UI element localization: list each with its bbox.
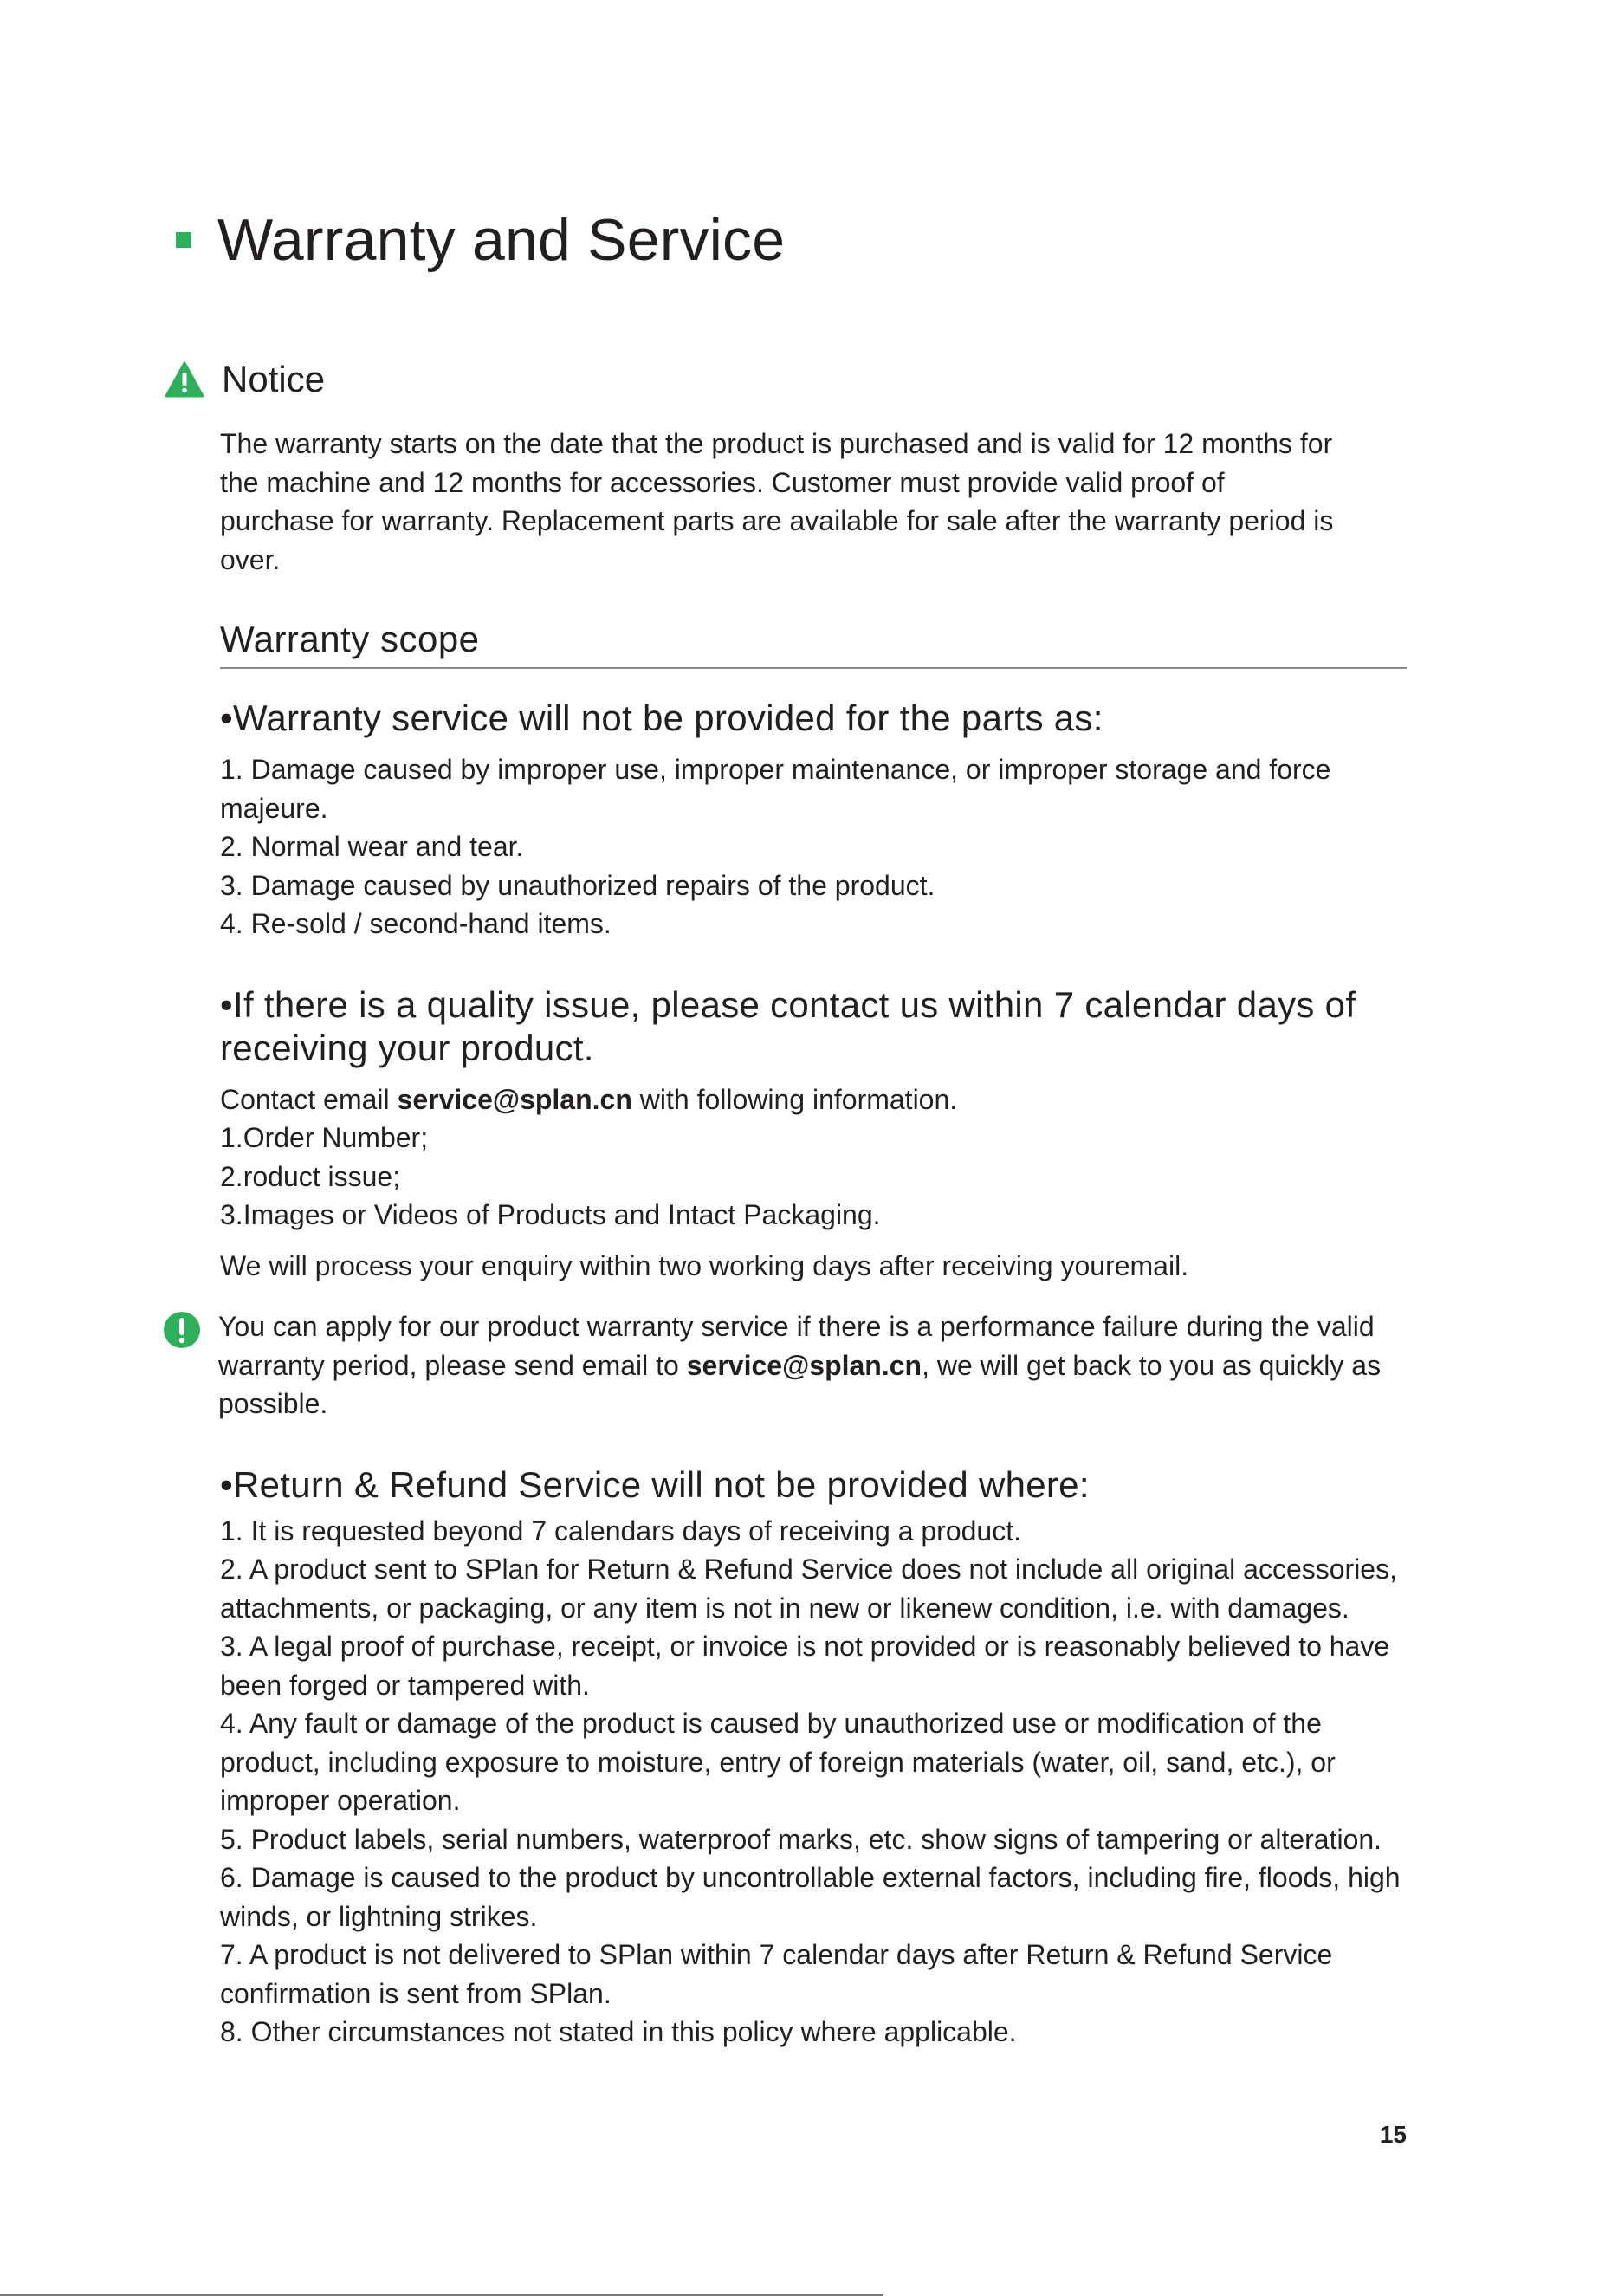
not-provided-heading: •Warranty service will not be provided for the parts as: — [220, 697, 1103, 738]
list-item: 1. Damage caused by improper use, improper maintenance, or improper storage and force majeure. — [220, 754, 1331, 824]
contact-prefix: Contact email — [220, 1083, 398, 1115]
page-title: Warranty and Service — [217, 207, 786, 273]
alert-suffix: , we will get back to you as quickly as possible. — [218, 1349, 1382, 1419]
list-item: 2. Normal wear and tear. — [220, 831, 524, 862]
list-item: 3. Damage caused by unauthorized repairs of the product. — [220, 869, 935, 901]
quality-issue-heading: •If there is a quality issue, please contact us within 7 calendar days of receiving your product. — [220, 983, 1356, 1068]
list-item: 1. It is requested beyond 7 calendars days of receiving a product. — [220, 1514, 1021, 1547]
contact-info-list — [220, 1119, 1407, 1235]
alert-prefix: You can apply for our product warranty service if there is a performance failure during the valid warranty period, please send email to — [218, 1311, 1375, 1381]
notice-row — [165, 359, 325, 400]
list-item: 4. Any fault or damage of the product is caused by unauthorized use or modification of the product, including exposure to moisture, entry of foreign materials (water, oil, sand, etc.), or improper operation. — [220, 1708, 1336, 1816]
list-item: 6. Damage is caused to the product by uncontrollable external factors, including fire, floods, high winds, or lightning strikes. — [220, 1862, 1401, 1932]
list-item: 4. Re-sold / second-hand items. — [220, 908, 612, 939]
notice-title: Notice — [222, 359, 326, 399]
list-item: 2.roduct issue; — [220, 1160, 401, 1192]
alert-text — [218, 1307, 1407, 1424]
list-item: 3.Images or Videos of Products and Intact Packaging. — [220, 1199, 881, 1230]
contact-email-link[interactable]: service@splan.cn — [397, 1083, 632, 1115]
exclamation-circle-icon — [163, 1311, 201, 1349]
contact-suffix: with following information. — [631, 1083, 958, 1115]
alert-email-link[interactable]: service@splan.cn — [686, 1349, 922, 1381]
warning-triangle-icon — [165, 361, 204, 398]
list-item: 3. A legal proof of purchase, receipt, or invoice is not provided or is reasonably believed to have been forged or tampered with. — [220, 1631, 1390, 1701]
page-number: 15 — [1379, 2121, 1407, 2148]
list-item: 8. Other circumstances not stated in this policy where applicable. — [220, 2016, 1017, 2047]
title-row — [176, 208, 785, 273]
contact-line — [220, 1080, 1407, 1119]
refund-list — [220, 1512, 1407, 2052]
list-item: 7. A product is not delivered to SPlan within 7 calendar days after Return & Refund Service confirmation is sent from SPlan. — [220, 1939, 1333, 2009]
not-provided-list — [220, 750, 1407, 944]
main-content — [220, 425, 1407, 2052]
process-note: We will process your enquiry within two working days after receiving youremail. — [220, 1249, 1189, 1281]
list-item: 5. Product labels, serial numbers, waterproof marks, etc. show signs of tampering or alteration. — [220, 1823, 1382, 1855]
green-square-icon — [176, 232, 191, 248]
alert-block — [218, 1307, 1407, 1424]
list-item: 2. A product sent to SPlan for Return & Refund Service does not include all original accessories, attachments, or packaging, or any item is not in new or likenew condition, i.e. with damages. — [220, 1553, 1397, 1624]
refund-heading: •Return & Refund Service will not be provided where: — [220, 1463, 1090, 1505]
list-item: 1.Order Number; — [220, 1122, 429, 1153]
notice-text: The warranty starts on the date that the product is purchased and is valid for 12 months for the machine and 12 months for accessories. Customer must provide valid proof of purchase for warranty. Replacement parts are available for sale after the warranty period is over. — [220, 428, 1334, 575]
warranty-scope-heading: Warranty scope — [220, 619, 1407, 669]
